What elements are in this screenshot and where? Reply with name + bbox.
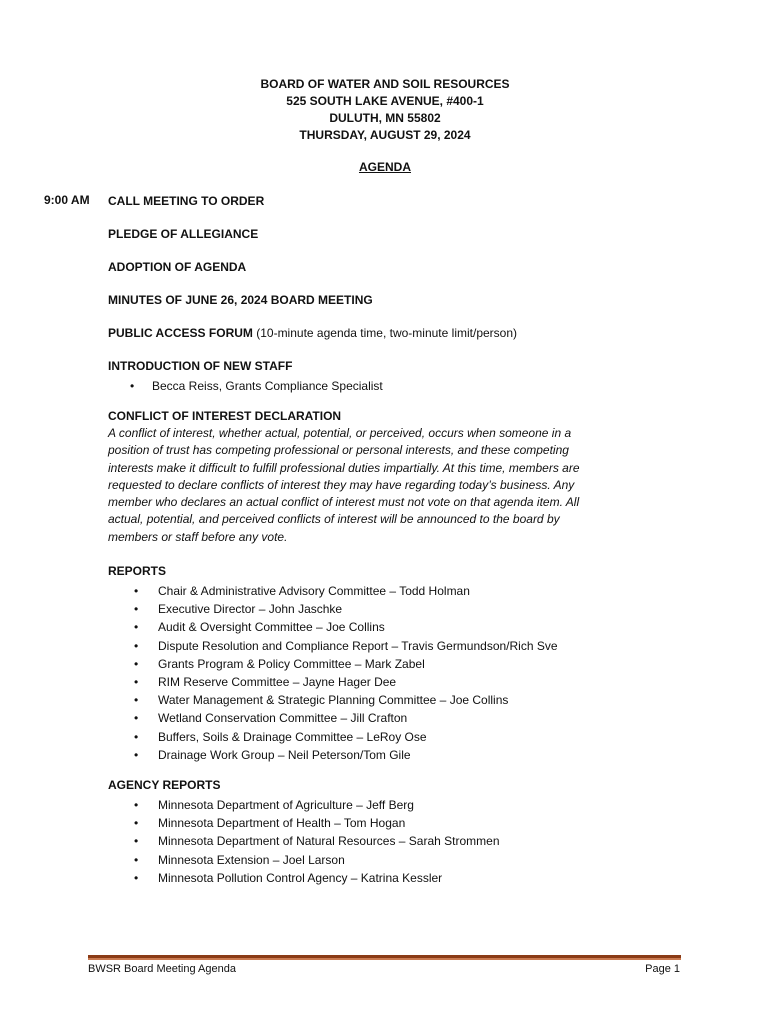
list-item: • Water Management & Strategic Planning Committee – Joe Collins	[108, 691, 608, 709]
org-address: 525 SOUTH LAKE AVENUE, #400-1	[286, 94, 484, 108]
item-title: CONFLICT OF INTEREST DECLARATION	[108, 409, 342, 423]
org-name: BOARD OF WATER AND SOIL RESOURCES	[260, 77, 510, 91]
list-item: • RIM Reserve Committee – Jayne Hager Dee	[108, 673, 608, 691]
list-item: • Chair & Administrative Advisory Committee – Todd Holman	[108, 582, 608, 600]
agenda-item-new-staff	[108, 358, 608, 395]
agenda-item-reports	[108, 563, 608, 764]
list-item: • Drainage Work Group – Neil Peterson/Tom Gile	[108, 746, 608, 764]
agenda-item-minutes	[108, 292, 608, 309]
list-item: • Grants Program & Policy Committee – Mark Zabel	[108, 655, 608, 673]
list-item: • Minnesota Department of Health – Tom Hogan	[108, 814, 608, 832]
document-header	[0, 76, 770, 144]
footer-divider	[88, 955, 681, 960]
reports-list	[108, 582, 608, 764]
item-note: (10-minute agenda time, two-minute limit/person)	[252, 326, 518, 340]
list-item: • Minnesota Department of Agriculture – Jeff Berg	[108, 796, 608, 814]
item-title: REPORTS	[108, 564, 167, 578]
agenda-item-agency-reports	[108, 777, 608, 887]
item-title: PUBLIC ACCESS FORUM	[108, 326, 253, 340]
list-item: • Minnesota Pollution Control Agency – Katrina Kessler	[108, 869, 608, 887]
item-title: MINUTES OF JUNE 26, 2024 BOARD MEETING	[108, 293, 373, 307]
list-item: • Audit & Oversight Committee – Joe Collins	[108, 618, 608, 636]
list-item: • Becca Reiss, Grants Compliance Specialist	[108, 377, 608, 395]
item-title: ADOPTION OF AGENDA	[108, 260, 247, 274]
item-title: AGENCY REPORTS	[108, 778, 221, 792]
start-time: 9:00 AM	[44, 193, 90, 207]
agenda-item-public-forum	[108, 325, 608, 342]
list-item: • Dispute Resolution and Compliance Report – Travis Germundson/Rich Sve	[108, 637, 608, 655]
list-item: • Wetland Conservation Committee – Jill Crafton	[108, 709, 608, 727]
item-title: PLEDGE OF ALLEGIANCE	[108, 227, 259, 241]
new-staff-list	[108, 377, 608, 395]
agenda-item-conflict	[108, 408, 608, 546]
item-title: CALL MEETING TO ORDER	[108, 194, 265, 208]
list-item: • Minnesota Extension – Joel Larson	[108, 851, 608, 869]
agency-list	[108, 796, 608, 887]
agenda-item-pledge	[108, 226, 608, 243]
footer-title: BWSR Board Meeting Agenda	[88, 963, 236, 975]
list-item: • Minnesota Department of Natural Resources – Sarah Strommen	[108, 832, 608, 850]
agenda-title: AGENDA	[358, 160, 411, 174]
agenda-item-adoption	[108, 259, 608, 276]
item-title: INTRODUCTION OF NEW STAFF	[108, 359, 293, 373]
list-item: • Buffers, Soils & Drainage Committee – LeRoy Ose	[108, 728, 608, 746]
list-item: • Executive Director – John Jaschke	[108, 600, 608, 618]
org-city: DULUTH, MN 55802	[329, 111, 441, 125]
page-number: Page 1	[645, 963, 680, 975]
agenda-item-call-to-order	[108, 193, 608, 210]
meeting-date: THURSDAY, AUGUST 29, 2024	[299, 128, 471, 142]
conflict-paragraph: A conflict of interest, whether actual, potential, or perceived, occurs when someone in a position of trust has competing professional or personal interests, and these competing interests make it difficult to fulfill professional duties impartially. At this time, members are requested to declare conflicts of interest they may have regarding today’s business. Any member who declares an actual conflict of interest must not vote on that agenda item. All actual, potential, and perceived conflicts of interest will be announced to the board by members or staff before any vote.	[108, 426, 580, 544]
